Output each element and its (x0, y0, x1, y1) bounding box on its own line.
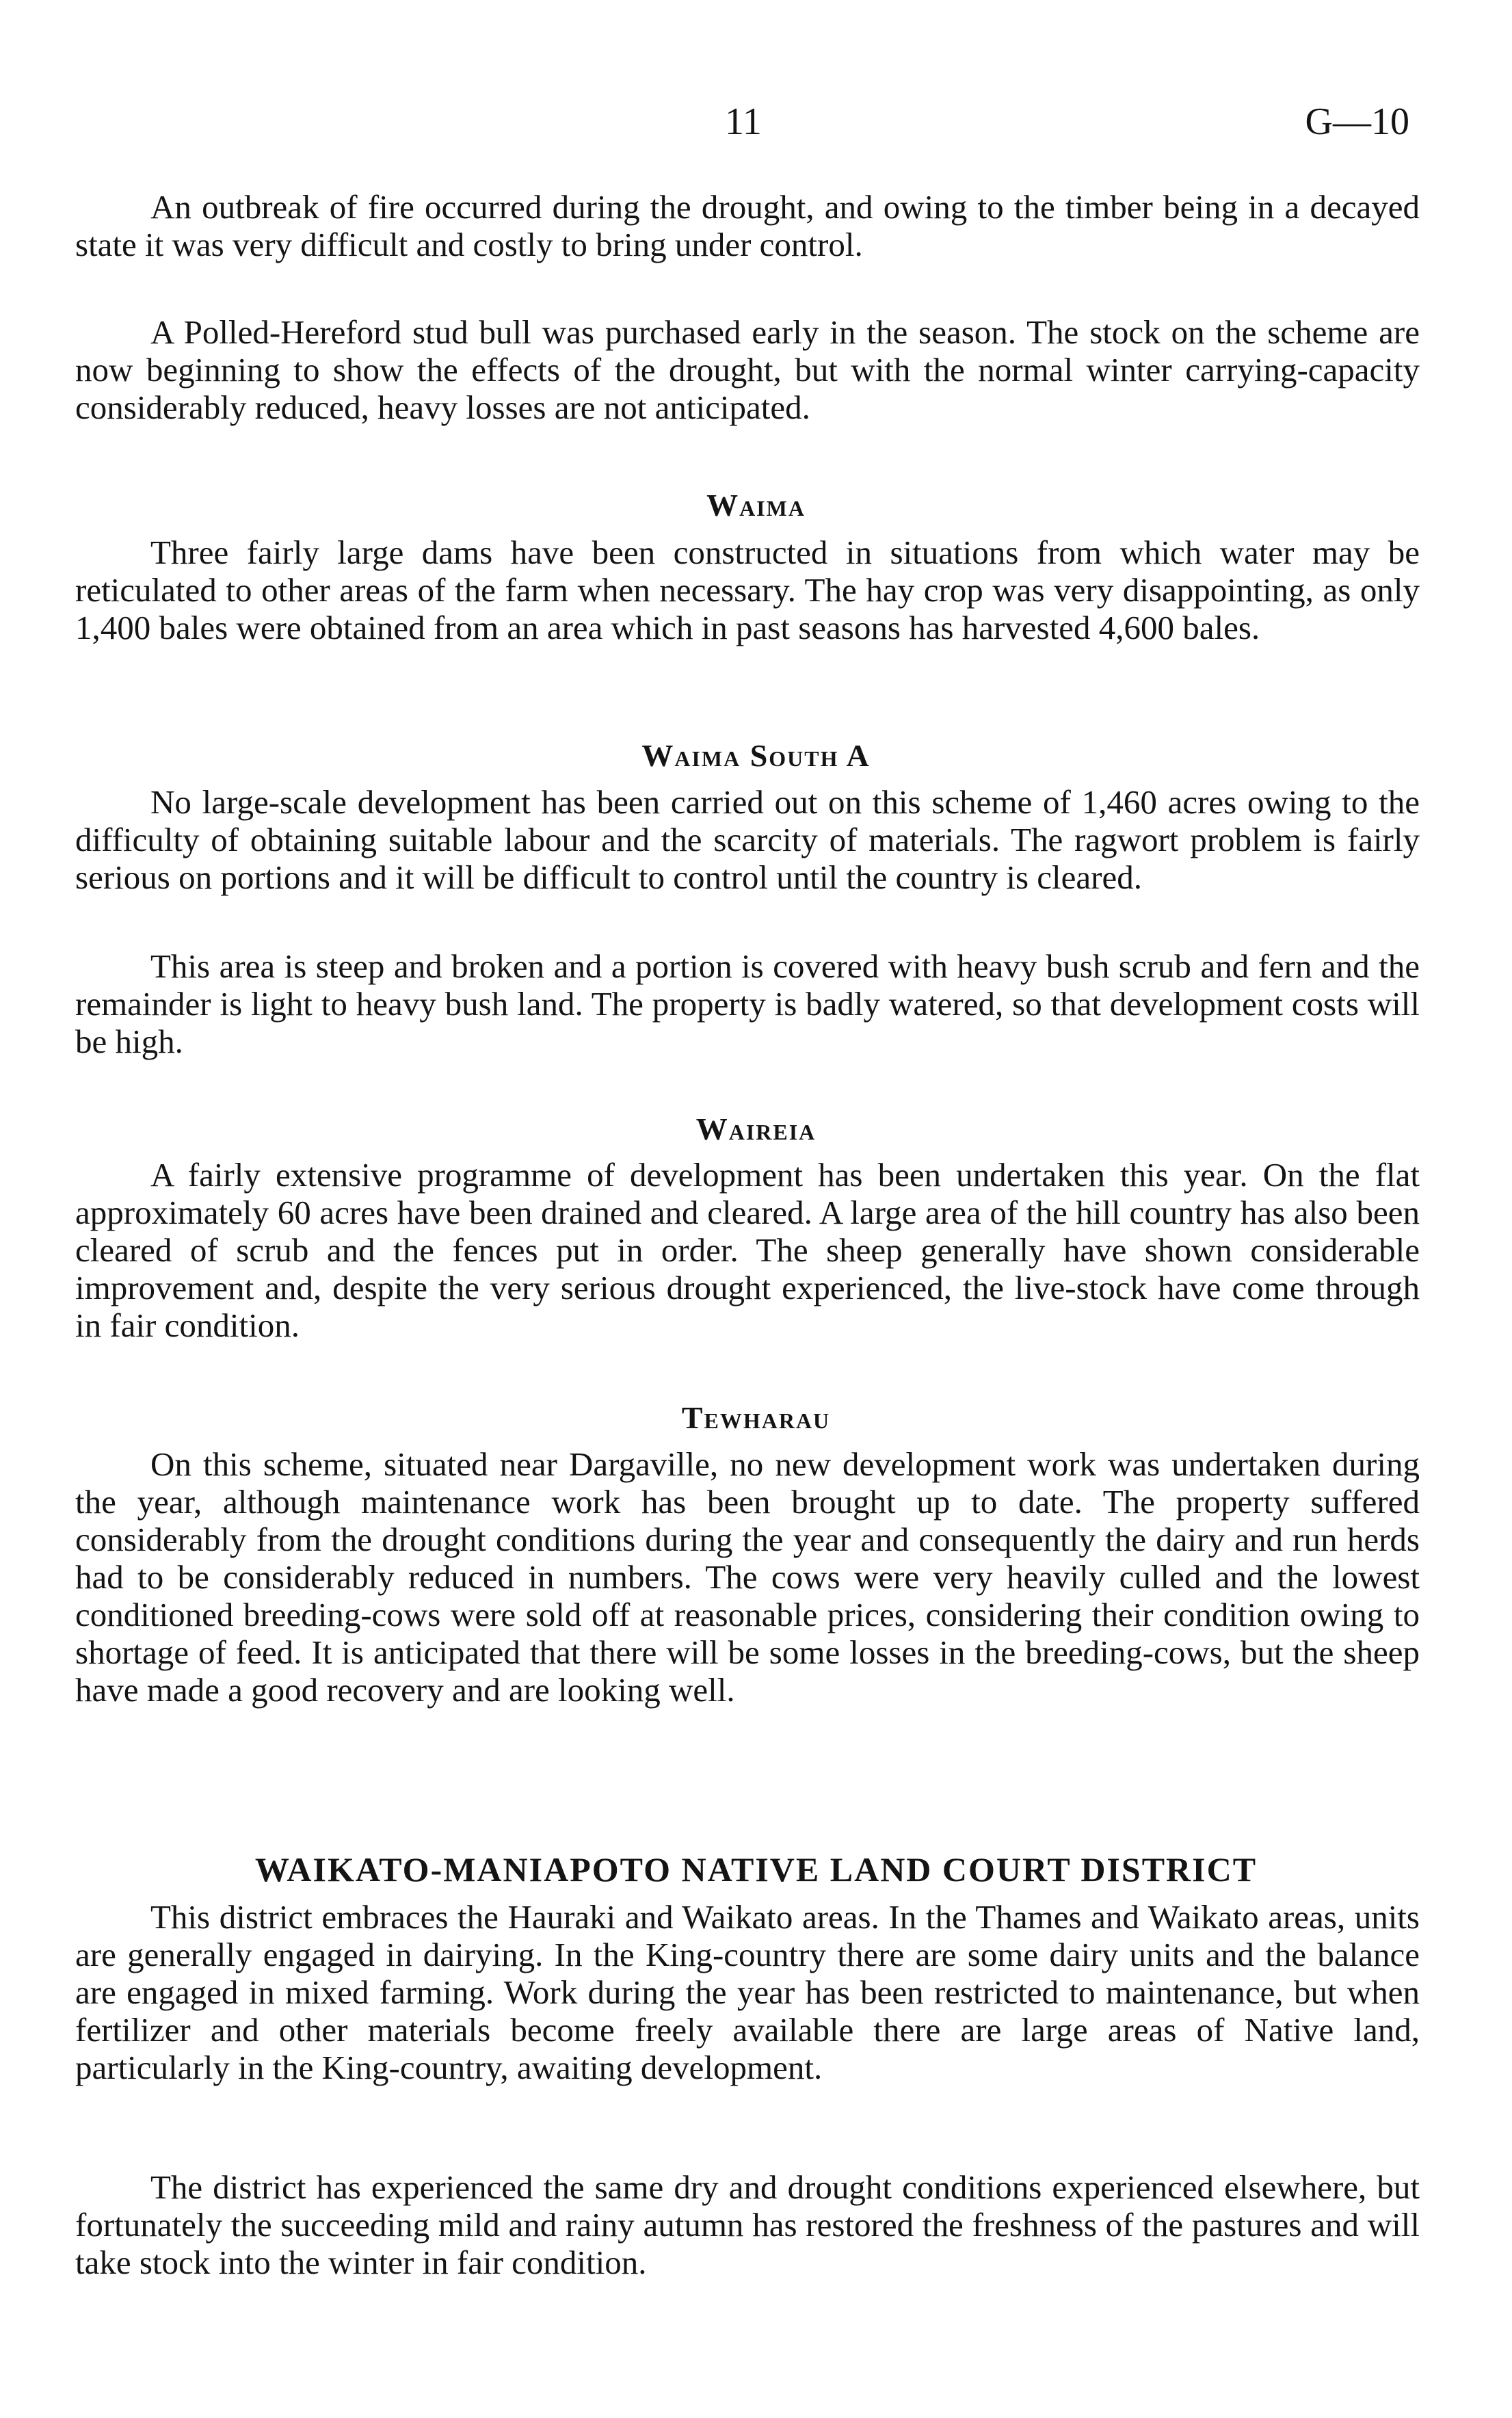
intro-paragraph-fire: An outbreak of fire occurred during the drought, and owing to the timber being in a decayed state it was very difficult and costly to bring under control. (75, 188, 1420, 263)
heading-waima-south-a: Waima South A (641, 738, 871, 773)
waima-south-a-paragraph-2: This area is steep and broken and a portion is covered with heavy bush scrub and fern and the remainder is light to heavy bush land. The property is badly watered, so that development costs will be high. (75, 947, 1420, 1060)
heading-tewharau: Tewharau (681, 1400, 831, 1435)
heading-waima: Waima (706, 488, 806, 523)
district-paragraph-1: This district embraces the Hauraki and Waikato areas. In the Thames and Waikato areas, units are generally engaged in dairying. In the King-country there are some dairy units and the balance are engaged in mixed farming. Work during the year has been restricted to maintenance, but when fertilizer and other materials become freely available there are large areas of Native land, particularly in the King-country, awaiting development. (75, 1898, 1420, 2086)
waima-south-a-paragraph-1: No large-scale development has been carried out on this scheme of 1,460 acres owing to the difficulty of obtaining suitable labour and the scarcity of materials. The ragwort problem is fairly serious on portions and it will be difficult to control until the country is cleared. (75, 783, 1420, 896)
tewharau-paragraph: On this scheme, situated near Dargaville, no new development work was undertaken during the year, although maintenance work has been brought up to date. The property suffered considerably from the drought conditions during the year and consequently the dairy and run herds had to be considerably reduced in numbers. The cows were very heavily culled and the lowest conditioned breeding-cows were sold off at reasonable prices, considering their condition owing to shortage of feed. It is anticipated that there will be some losses in the breeding-cows, but the sheep have made a good recovery and are looking well. (75, 1445, 1420, 1709)
intro-paragraph-stud-bull: A Polled-Hereford stud bull was purchased early in the season. The stock on the scheme are now beginning to show the effects of the drought, but with the normal winter carrying-capacity considerably reduced, heavy losses are not anticipated. (75, 313, 1420, 426)
district-heading: WAIKATO-MANIAPOTO NATIVE LAND COURT DISTRICT (254, 1850, 1258, 1889)
waima-paragraph: Three fairly large dams have been constructed in situations from which water may be reticulated to other areas of the farm when necessary. The hay crop was very disappointing, as only 1,400 bales were obtained from an area which in past seasons has harvested 4,600 bales. (75, 534, 1420, 646)
document-reference: G—10 (1305, 101, 1409, 143)
heading-waireia: Waireia (695, 1112, 817, 1146)
district-paragraph-2: The district has experienced the same dry and drought conditions experienced elsewhere, but fortunately the succeeding mild and rainy autumn has restored the freshness of the pastures and will take stock into the winter in fair condition. (75, 2168, 1420, 2281)
waireia-paragraph: A fairly extensive programme of development has been undertaken this year. On the flat approximately 60 acres have been drained and cleared. A large area of the hill country has also been cleared of scrub and the fences put in order. The sheep generally have shown considerable improvement and, despite the very serious drought experienced, the live-stock have come through in fair condition. (75, 1156, 1420, 1344)
page-number: 11 (725, 101, 762, 143)
